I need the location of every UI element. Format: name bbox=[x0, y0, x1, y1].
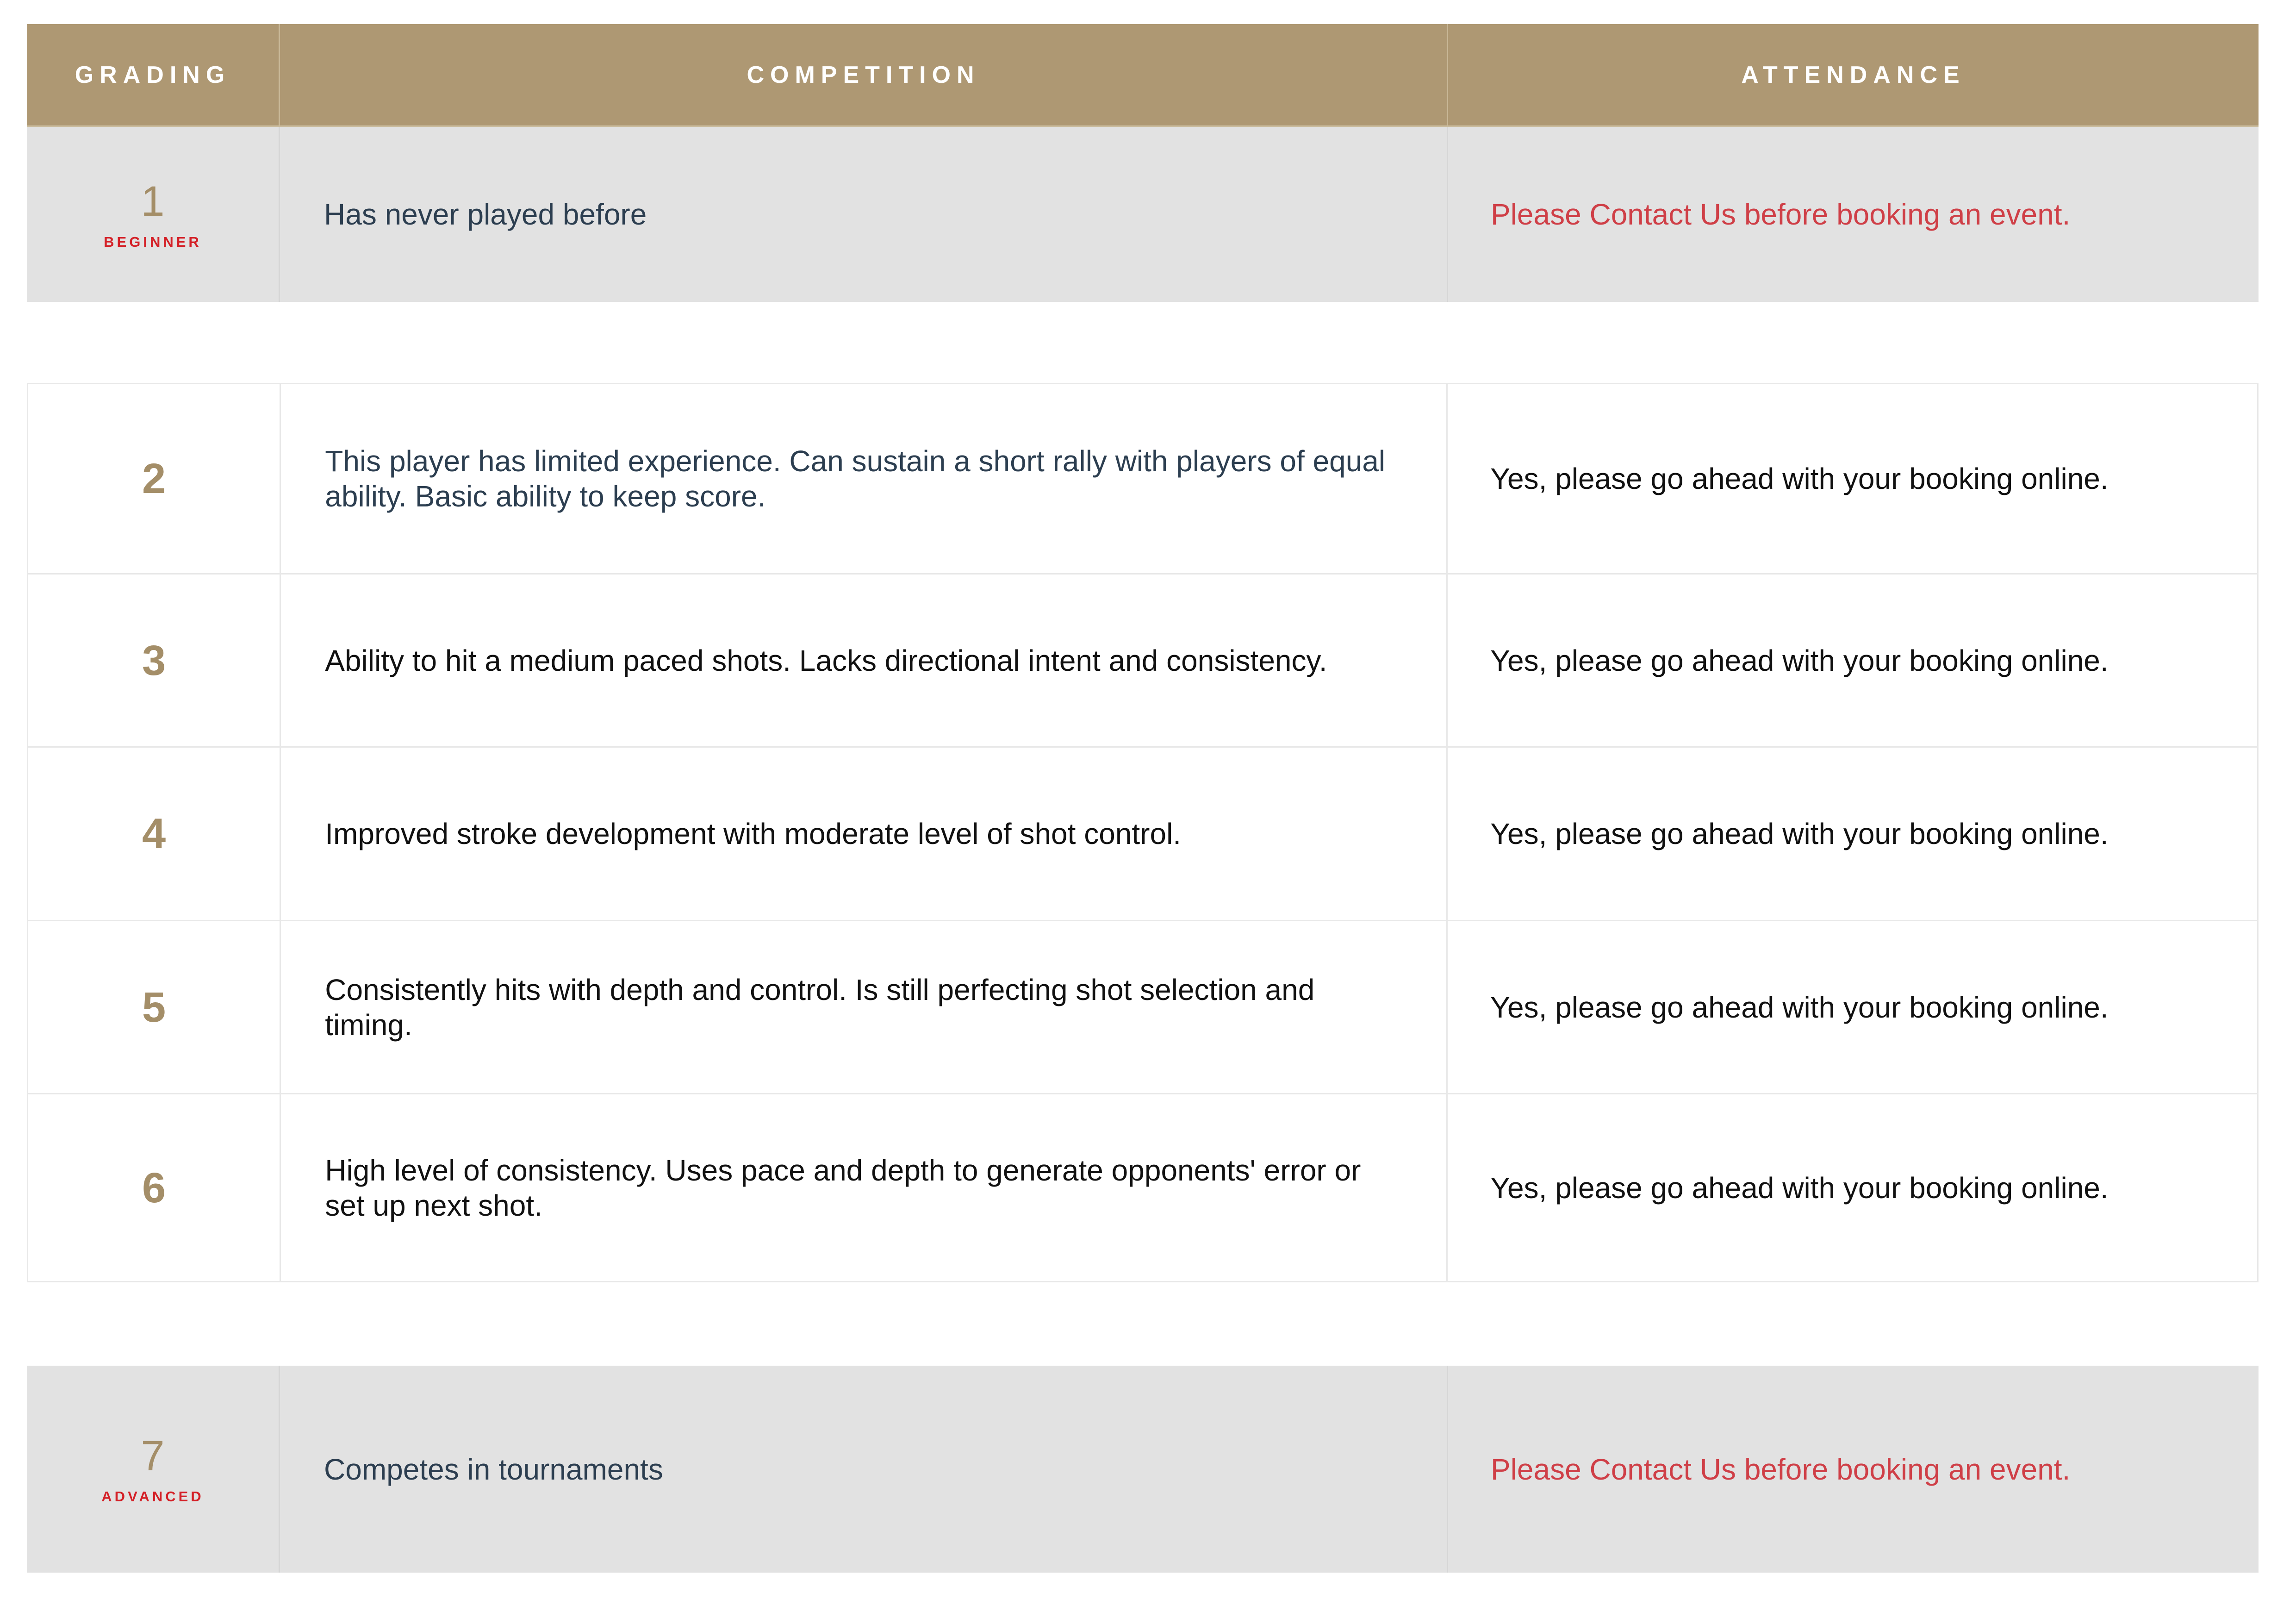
competition-text: Consistently hits with depth and control. Is still perfecting shot selection and timing. bbox=[325, 973, 1315, 1042]
grading-table-intermediate bbox=[27, 383, 2259, 1282]
attendance-text: Yes, please go ahead with your booking online. bbox=[1490, 990, 2109, 1024]
grade-number: 7 bbox=[141, 1432, 165, 1480]
grade-cell bbox=[28, 575, 281, 746]
attendance-cell bbox=[1448, 127, 2259, 302]
competition-cell bbox=[280, 127, 1448, 302]
grade-cell bbox=[28, 921, 281, 1093]
attendance-text: Yes, please go ahead with your booking online. bbox=[1490, 1171, 2109, 1205]
grade-cell bbox=[27, 1366, 280, 1573]
attendance-text: Yes, please go ahead with your booking online. bbox=[1490, 817, 2109, 850]
grading-table-beginner bbox=[27, 24, 2259, 302]
table-row-grade-5 bbox=[28, 920, 2257, 1093]
level-label-beginner: BEGINNER bbox=[104, 233, 202, 250]
table-row-grade-4 bbox=[28, 746, 2257, 920]
attendance-cell bbox=[1448, 575, 2257, 746]
competition-cell bbox=[281, 384, 1448, 573]
competition-cell bbox=[281, 575, 1448, 746]
table-row-grade-7 bbox=[27, 1366, 2259, 1573]
competition-cell bbox=[281, 748, 1448, 920]
grade-number: 1 bbox=[141, 177, 165, 225]
grade-cell bbox=[28, 1094, 281, 1281]
competition-text: Competes in tournaments bbox=[324, 1452, 663, 1486]
attendance-cell bbox=[1448, 921, 2257, 1093]
header-grading: GRADING bbox=[27, 24, 280, 125]
attendance-text: Yes, please go ahead with your booking online. bbox=[1490, 462, 2109, 495]
table-header-row bbox=[27, 24, 2259, 125]
grade-number: 3 bbox=[142, 637, 166, 684]
attendance-text: Yes, please go ahead with your booking online. bbox=[1490, 643, 2109, 677]
competition-cell bbox=[281, 1094, 1448, 1281]
grade-cell bbox=[28, 748, 281, 920]
attendance-cell bbox=[1448, 384, 2257, 573]
grade-number: 6 bbox=[142, 1164, 166, 1212]
competition-cell bbox=[281, 921, 1448, 1093]
grading-table-advanced bbox=[27, 1366, 2259, 1573]
grade-number: 5 bbox=[142, 983, 166, 1031]
attendance-cell bbox=[1448, 1366, 2259, 1573]
table-row-grade-2 bbox=[28, 384, 2257, 573]
grade-number: 4 bbox=[142, 810, 166, 857]
grade-number: 2 bbox=[142, 455, 166, 502]
competition-text: High level of consistency. Uses pace and depth to generate opponents' error or set up next shot. bbox=[325, 1153, 1361, 1222]
header-attendance: ATTENDANCE bbox=[1741, 61, 1966, 88]
table-row-grade-6 bbox=[28, 1093, 2257, 1281]
competition-text: This player has limited experience. Can sustain a short rally with players of equal ability. Basic ability to keep score. bbox=[325, 444, 1386, 513]
table-row-grade-3 bbox=[28, 573, 2257, 746]
grade-cell bbox=[28, 384, 281, 573]
competition-text: Ability to hit a medium paced shots. Lacks directional intent and consistency. bbox=[325, 643, 1327, 677]
competition-text: Has never played before bbox=[324, 198, 647, 231]
header-competition: COMPETITION bbox=[280, 24, 1448, 125]
contact-us-link[interactable]: Please Contact Us before booking an event. bbox=[1491, 198, 2071, 231]
competition-text: Improved stroke development with moderate level of shot control. bbox=[325, 817, 1182, 850]
level-label-advanced: ADVANCED bbox=[101, 1488, 204, 1505]
competition-cell bbox=[280, 1366, 1448, 1573]
attendance-cell bbox=[1448, 1094, 2257, 1281]
table-row-grade-1 bbox=[27, 127, 2259, 302]
grade-cell bbox=[27, 127, 280, 302]
attendance-cell bbox=[1448, 748, 2257, 920]
contact-us-link[interactable]: Please Contact Us before booking an event. bbox=[1491, 1452, 2071, 1486]
